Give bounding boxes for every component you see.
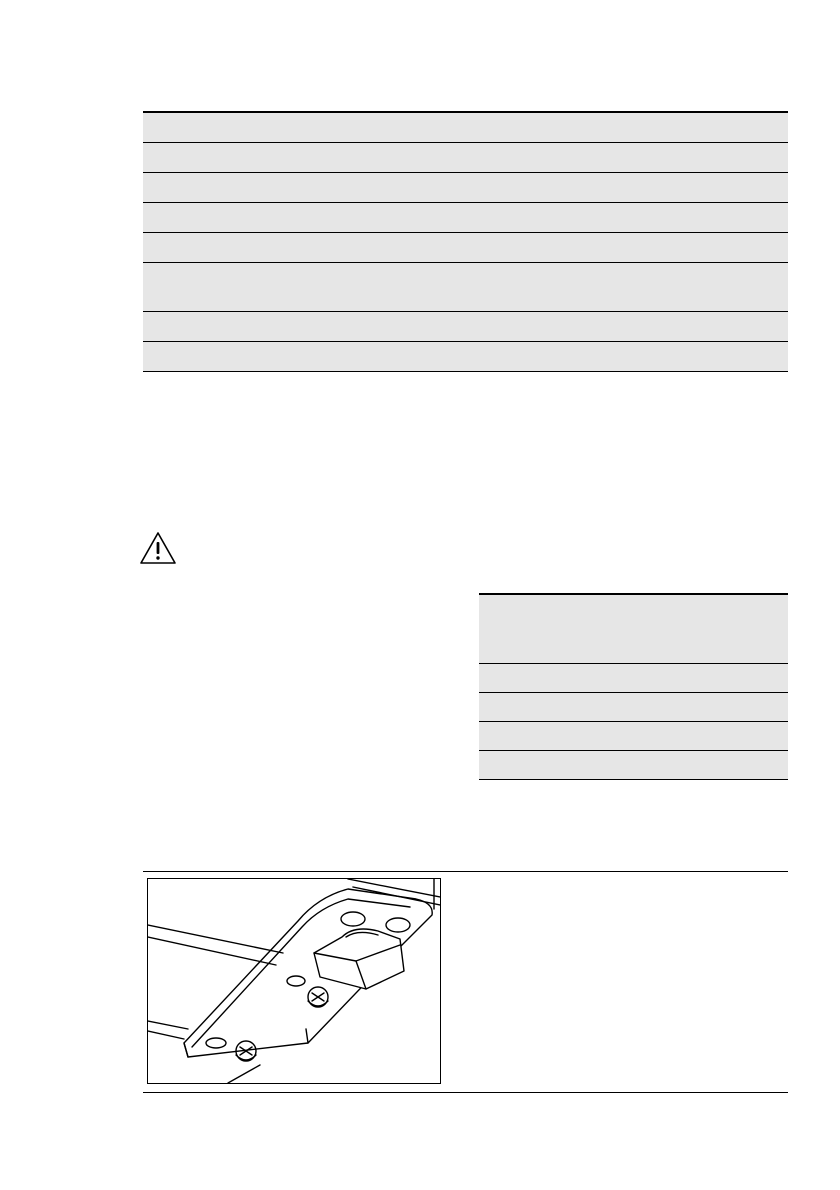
side-table	[479, 593, 788, 780]
table-row	[143, 263, 788, 312]
table-row	[143, 113, 788, 143]
table-row	[143, 312, 788, 342]
table-header	[479, 595, 788, 664]
figure-block	[143, 871, 788, 1093]
table-row	[143, 203, 788, 233]
table-row	[479, 722, 788, 751]
table-row	[143, 173, 788, 203]
table-row	[143, 342, 788, 371]
table-row	[143, 233, 788, 263]
table-row	[143, 143, 788, 173]
table-row	[479, 693, 788, 722]
foot-bracket-illustration	[147, 878, 441, 1084]
spec-table	[143, 111, 788, 372]
table-row	[479, 751, 788, 779]
table-row	[479, 664, 788, 693]
warning-triangle-icon	[139, 531, 177, 565]
